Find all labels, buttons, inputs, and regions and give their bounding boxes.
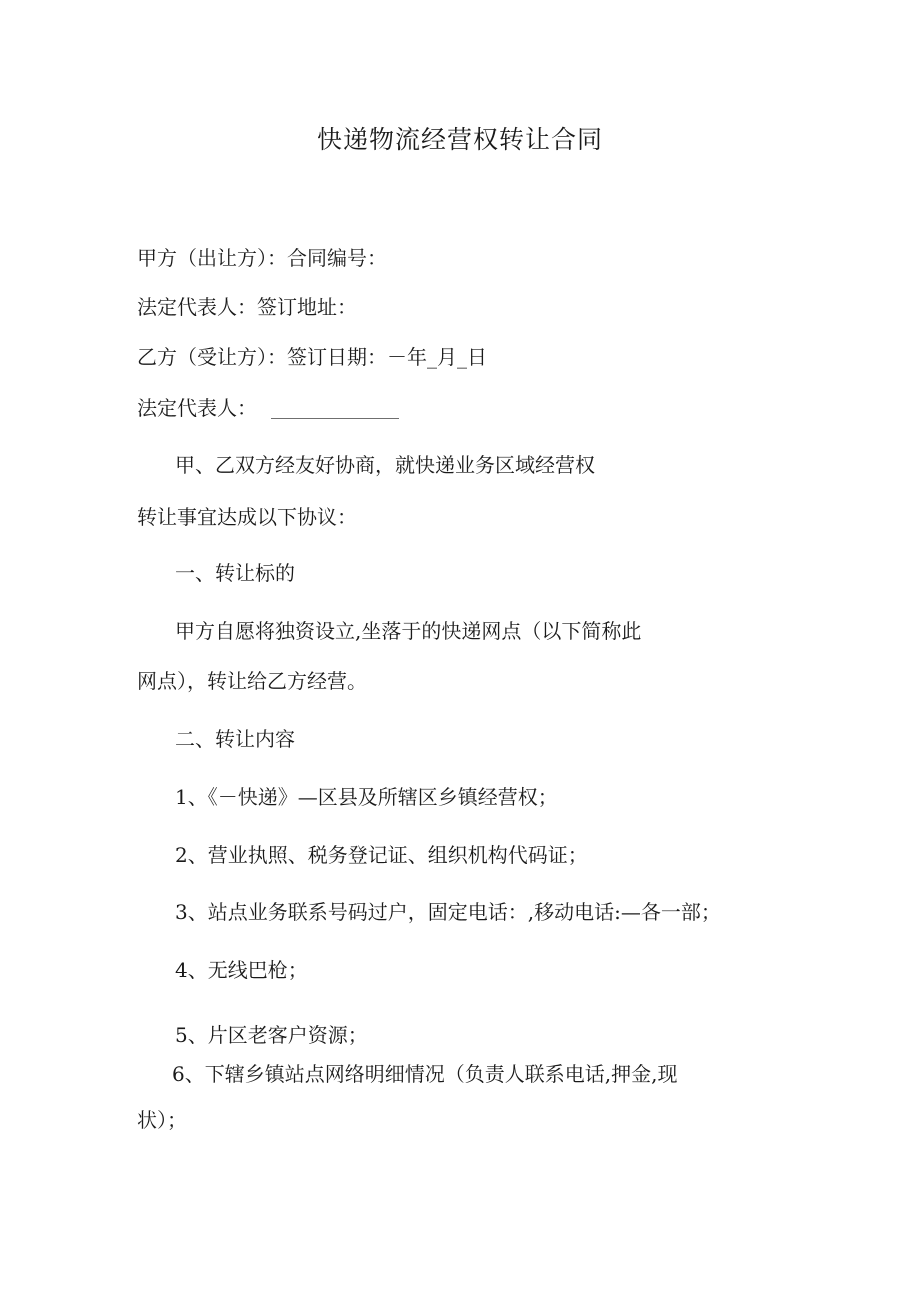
list-item: 5、片区老客户资源； — [175, 1023, 368, 1047]
list-item: 2、营业执照、税务登记证、组织机构代码证； — [175, 843, 588, 867]
party-a-representative-line: 法定代表人：签订地址： — [137, 295, 357, 319]
section-2-heading: 二、转让内容 — [175, 727, 295, 751]
party-b-line: 乙方（受让方）：签订日期：－年_月_日 — [137, 345, 487, 369]
section-1-text-line-1: 甲方自愿将独资设立,坐落于的快递网点（以下简称此 — [175, 619, 642, 643]
preamble-line-2: 转让事宜达成以下协议： — [137, 505, 357, 529]
list-item: 3、站点业务联系号码过户，固定电话：,移动电话:—各一部； — [175, 900, 721, 924]
party-a-line: 甲方（出让方）：合同编号： — [137, 246, 387, 270]
list-item: 4、无线巴枪； — [175, 958, 308, 982]
party-b-representative-label: 法定代表人： — [137, 396, 257, 420]
party-b-representative-line — [137, 393, 399, 423]
list-item: 6、下辖乡镇站点网络明细情况（负责人联系电话,押金,现 — [172, 1062, 678, 1086]
section-1-heading: 一、转让标的 — [175, 561, 295, 585]
signature-blank-line — [271, 400, 399, 419]
list-item-continuation: 状）； — [137, 1108, 187, 1132]
section-1-text-line-2: 网点），转让给乙方经营。 — [137, 669, 367, 693]
list-item: 1、《－快递》—区县及所辖区乡镇经营权； — [175, 785, 558, 809]
preamble-line-1: 甲、乙双方经友好协商，就快递业务区域经营权 — [175, 453, 595, 477]
document-title: 快递物流经营权转让合同 — [316, 125, 603, 154]
